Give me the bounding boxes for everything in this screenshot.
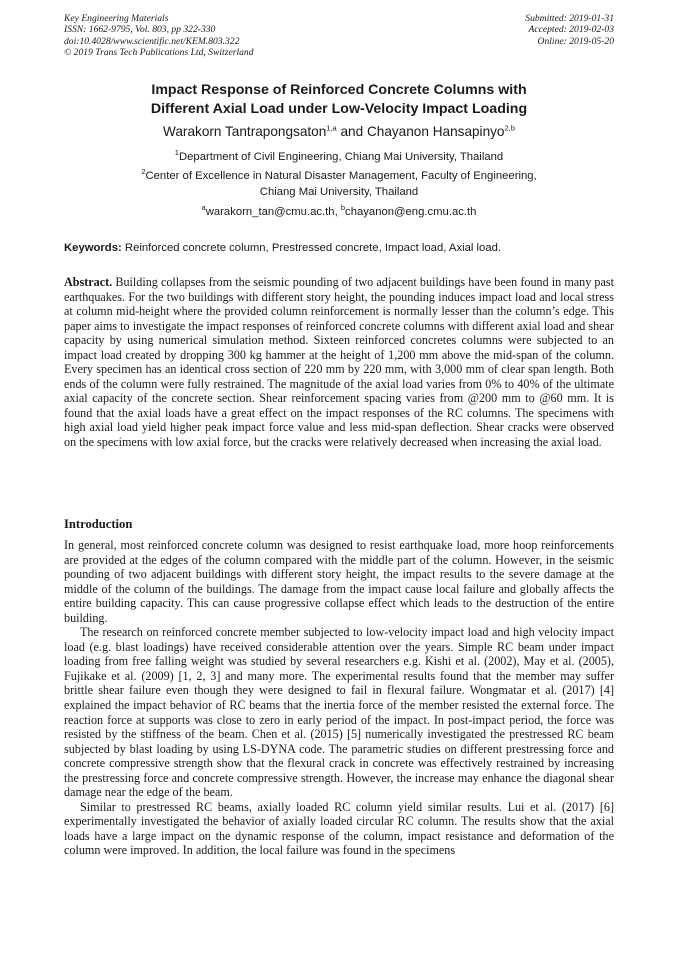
keywords-label: Keywords: xyxy=(64,242,122,254)
title-line-1: Impact Response of Reinforced Concrete Columns with xyxy=(151,82,527,98)
publication-dates xyxy=(525,13,614,47)
author-1-sup: 1,a xyxy=(326,123,337,133)
journal-name: Key Engineering Materials xyxy=(64,13,169,24)
introduction-body xyxy=(64,538,614,858)
author-2-sup: 2,b xyxy=(504,123,515,133)
paragraph: In general, most reinforced concrete column was designed to resist earthquake load, more hoop reinforcements are provided at the edges of the column compared with the middle part of the column. However, in the seismic pounding of two adjacent buildings with different story height, the impact results to the severe damage at the middle of the column of the buildings. The damage from the impact cause local failure and globally affects the entire building capacity. This can cause progressive collapse effect which leads to the destruction of the entire building. xyxy=(64,538,614,625)
journal-info xyxy=(64,13,254,59)
section-heading-introduction: Introduction xyxy=(64,517,133,531)
email-b-sup: b xyxy=(340,203,346,213)
email-a-sup: a xyxy=(201,203,206,213)
author-1: Warakorn Tantrapongsaton xyxy=(163,124,327,139)
journal-issn: ISSN: 1662-9795, Vol. 803, pp 322-330 xyxy=(64,24,216,36)
affiliation-1-text: Department of Civil Engineering, Chiang Mai University, Thailand xyxy=(178,151,504,163)
paper-title xyxy=(64,81,614,118)
affiliation-2-line-1: Center of Excellence in Natural Disaster Management, Faculty of Engineering, xyxy=(145,170,537,182)
author-line xyxy=(64,123,614,140)
date-online: Online: 2019-05-20 xyxy=(537,35,614,47)
affiliation-1 xyxy=(64,150,614,166)
author-2: Chayanon Hansapinyo xyxy=(366,124,505,139)
title-line-2: Different Axial Load under Low-Velocity Impact Loading xyxy=(150,100,528,117)
abstract xyxy=(64,275,614,450)
date-accepted: Accepted: 2019-02-03 xyxy=(528,24,614,36)
keywords-text: Reinforced concrete column, Prestressed concrete, Impact load, Axial load. xyxy=(121,242,502,254)
journal-copyright: © 2019 Trans Tech Publications Ltd, Switzerland xyxy=(64,47,254,59)
abstract-text: Building collapses from the seismic pounding of two adjacent buildings have been found in many past earthquakes. For the two buildings with different story height, the pounding induces impact load and local stress at column mid-height where the provided column reinforcement is normally lesser than the column’s edge. This paper aims to investigate the impact responses of reinforced concrete columns with different axial load and shear capacity by using numerical simulation method. Sixteen reinforced concretes columns were subjected to an impact load created by dropping 300 kg hammer at the height of 1,200 mm above the mid-span of the column. Every specimen has an identical cross section of 220 mm by 220 mm, with 3,000 mm of clear span length. Both ends of the column were fully restrained. The magnitude of the axial load varies from 0% to 40% of the ultimate axial capacity of the concrete section. Shear reinforcement spacing varies from @200 mm to @60 mm. It is found that the axial loads have a great effect on the impact responses of the RC columns. The specimens with high axial load yield higher peak impact force value and less mid-span deflection. Shear cracks were observed on the specimens with low axial force, but the cracks were relatively decreased when increasing the axial load. xyxy=(64,275,614,450)
affiliation-2-sup: 2 xyxy=(141,167,146,177)
journal-doi: doi:10.4028/www.scientific.net/KEM.803.322 xyxy=(64,35,240,47)
paragraph: The research on reinforced concrete member subjected to low-velocity impact load and high velocity impact load (e.g. blast loadings) have received considerable attention over the years. Simple RC beam under impact loading from free falling weight was studied by several researchers e.g. Kishi et al. (2002), May et al. (2005), Fujikake et al. (2009) [1, 2, 3] and many more. The experimental results found that the member may suffer brittle shear failure even though they were designed to fail in flexural failure. Wongmatar et al. (2017) [4] explained the impact behavior of RC beams that the inertia force of the member resisted the external force. The reaction force at supports was close to zero in early period of the impact. In post-impact period, the force was resisted by the stiffness of the beam. Chen et al. (2015) [5] numerically investigated the prestressed RC beam subjected by blast loading by using LS-DYNA code. The parametric studies on different prestressing force and concrete compressive strength show that the flexural crack in concrete was effectively restrained by increasing the prestressing force and concrete compressive strength. However, the increase may enhance the diagonal shear damage near the edge of the beam. xyxy=(64,625,614,800)
affiliation-2 xyxy=(64,169,614,200)
affiliation-1-sup: 1 xyxy=(174,148,179,158)
email-b: chayanon@eng.cmu.ac.th xyxy=(345,206,477,218)
keywords xyxy=(64,241,614,255)
author-conjunction: and xyxy=(336,124,367,139)
date-submitted: Submitted: 2019-01-31 xyxy=(525,13,614,24)
paragraph: Similar to prestressed RC beams, axially loaded RC column yield similar results. Lui et al. (2017) [6] experimentally investigated the behavior of axially loaded circular RC column. The results show that the axial loads have a large impact on the dynamic response of the column, impact resistance and deformation of the column were improved. In addition, the local failure was found in the specimens xyxy=(64,799,614,858)
author-emails xyxy=(64,205,614,221)
affiliation-2-line-2: Chiang Mai University, Thailand xyxy=(259,185,419,198)
email-a: warakorn_tan@cmu.ac.th, xyxy=(205,206,341,218)
abstract-label: Abstract. xyxy=(64,275,113,289)
